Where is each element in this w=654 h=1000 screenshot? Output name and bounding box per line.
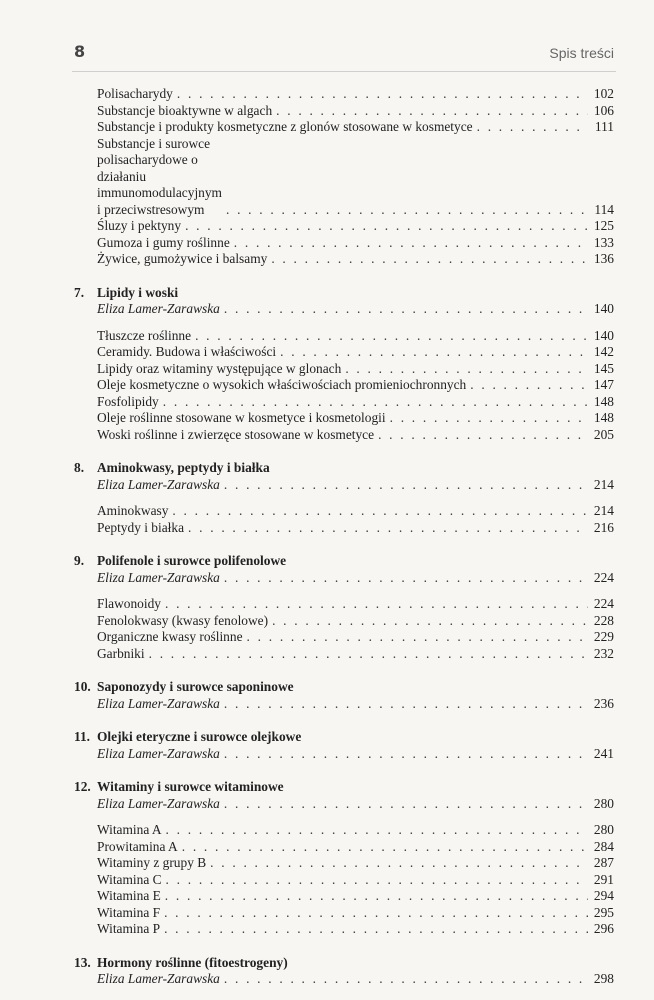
entry-title: Gumoza i gumy roślinne: [97, 234, 230, 250]
entry-page: 295: [593, 904, 614, 920]
entry-page: 102: [593, 86, 614, 101]
toc-entry: [74, 410, 614, 427]
entry-title: Śluzy i pektyny: [97, 218, 182, 233]
entry-title: Witamina P: [97, 921, 161, 936]
page-header: [0, 0, 654, 75]
chapter-title: Hormony roślinne (fitoestrogeny): [97, 954, 288, 970]
toc-entry: [74, 613, 614, 630]
entry-title: Peptydy i białka: [97, 519, 185, 535]
entry-title: Woski roślinne i zwierzęce stosowane w kosmetyce: [97, 426, 375, 442]
toc-entry: [74, 394, 614, 411]
chapter-title: Witaminy i surowce witaminowe: [97, 779, 284, 794]
entry-title: Tłuszcze roślinne: [97, 327, 192, 343]
entry-page: 136: [593, 251, 614, 266]
page-number: 8: [74, 42, 86, 61]
chapter-author-line: [74, 570, 614, 587]
chapter-number: 7.: [74, 284, 85, 300]
entry-title: Substancje bioaktywne w algach: [97, 102, 273, 118]
chapter-author: Eliza Lamer-Zarawska: [97, 695, 220, 711]
entry-page: 114: [594, 201, 614, 217]
chapter-page: 224: [593, 569, 614, 585]
chapter-11: [74, 729, 614, 762]
entry-page: 296: [593, 921, 614, 936]
chapter-heading: [74, 285, 614, 302]
entry-page: 148: [593, 393, 614, 409]
toc-entry: [74, 503, 614, 520]
toc-entry: [74, 377, 614, 394]
chapter-heading: [74, 955, 614, 972]
chapter-author-line: [74, 796, 614, 813]
toc-entry: [74, 86, 614, 103]
chapter-page: 140: [593, 301, 614, 316]
toc-entry: [74, 822, 614, 839]
chapter-title: Olejki eteryczne i surowce olejkowe: [97, 729, 302, 744]
entry-title: Witamina E: [97, 888, 161, 903]
entry-page: 205: [593, 426, 614, 442]
entry-title: Witamina A: [97, 822, 162, 837]
toc-entry: [74, 905, 614, 922]
entry-title: Garbniki: [97, 645, 145, 661]
entry-page: 214: [593, 503, 614, 518]
chapter-heading: [74, 460, 614, 477]
entry-title: Żywice, gumożywice i balsamy: [97, 251, 268, 266]
entry-page: 106: [593, 102, 614, 118]
entry-title-line1: Substancje i surowce polisacharydowe o działaniu immunomodulacyjnym: [97, 135, 222, 200]
toc-entry: [74, 646, 614, 663]
entry-title: Witaminy z grupy B: [97, 855, 207, 870]
table-of-contents: [74, 86, 614, 988]
toc-entry: [74, 119, 614, 136]
toc-entry: [74, 218, 614, 235]
entry-page: 142: [593, 344, 614, 359]
chapter-page: 298: [593, 971, 614, 986]
entry-page: 145: [593, 360, 614, 376]
entry-title: Fosfolipidy: [97, 393, 159, 409]
chapter-page: 241: [593, 745, 614, 761]
chapter-author: Eliza Lamer-Zarawska: [97, 795, 220, 811]
chapter-heading: [74, 553, 614, 570]
entry-page: 228: [593, 612, 614, 628]
toc-entry: [74, 136, 614, 219]
entry-page: 280: [593, 822, 614, 837]
toc-entry: [74, 328, 614, 345]
entry-page: 111: [594, 119, 614, 134]
toc-entry: [74, 235, 614, 252]
chapter-8: [74, 460, 614, 536]
chapter-author-line: [74, 971, 614, 988]
chapter-author-line: [74, 746, 614, 763]
entry-title: Flawonoidy: [97, 596, 161, 611]
toc-entry: [74, 921, 614, 938]
toc-entry: [74, 888, 614, 905]
entry-page: 133: [593, 234, 614, 250]
chapter-heading: [74, 679, 614, 696]
toc-entry: [74, 520, 614, 537]
entry-title: Ceramidy. Budowa i właściwości: [97, 344, 277, 359]
entry-title: Oleje kosmetyczne o wysokich właściwościach promieniochronnych: [97, 377, 467, 392]
chapter-title: Lipidy i woski: [97, 284, 179, 300]
chapter-number: 11.: [74, 729, 90, 744]
entry-title: Aminokwasy: [97, 503, 169, 518]
chapter-page: 280: [593, 795, 614, 811]
chapter-author: Eliza Lamer-Zarawska: [97, 971, 220, 986]
chapter-title: Aminokwasy, peptydy i białka: [97, 460, 270, 475]
entry-page: 229: [593, 629, 614, 644]
toc-entry: [74, 344, 614, 361]
chapter-number: 13.: [74, 954, 91, 970]
entry-title: Substancje i produkty kosmetyczne z glonów stosowane w kosmetyce: [97, 119, 473, 134]
toc-entry: [74, 361, 614, 378]
header-rule: [72, 71, 616, 72]
entry-title: Prowitamina A: [97, 838, 178, 854]
chapter-author-line: [74, 696, 614, 713]
toc-entry: [74, 872, 614, 889]
chapter-title: Polifenole i surowce polifenolowe: [97, 553, 287, 568]
toc-entry: [74, 427, 614, 444]
entry-title: Fenolokwasy (kwasy fenolowe): [97, 612, 269, 628]
toc-entry: [74, 596, 614, 613]
entry-page: 287: [593, 855, 614, 870]
entry-title: Witamina F: [97, 904, 161, 920]
entry-page: 216: [593, 519, 614, 535]
entry-title: Witamina C: [97, 871, 162, 887]
entry-title: Polisacharydy: [97, 86, 173, 101]
chapter-title: Saponozydy i surowce saponinowe: [97, 679, 294, 694]
entry-page: 291: [593, 871, 614, 887]
chapter-12: [74, 779, 614, 938]
entry-page: 232: [593, 645, 614, 661]
toc-entry: [74, 629, 614, 646]
chapter-9: [74, 553, 614, 662]
entry-page: 140: [593, 327, 614, 343]
chapter-author-line: [74, 301, 614, 318]
chapter-author: Eliza Lamer-Zarawska: [97, 301, 220, 316]
entry-page: 125: [593, 218, 614, 233]
toc-entry: [74, 855, 614, 872]
chapter-number: 10.: [74, 679, 91, 694]
chapter-number: 12.: [74, 779, 91, 794]
entry-title: Organiczne kwasy roślinne: [97, 629, 243, 644]
running-head: Spis treści: [549, 45, 614, 61]
entry-page: 147: [593, 377, 614, 392]
chapter-author: Eliza Lamer-Zarawska: [97, 745, 220, 761]
entry-title: Oleje roślinne stosowane w kosmetyce i kosmetologii: [97, 410, 386, 425]
chapter-author: Eliza Lamer-Zarawska: [97, 476, 220, 492]
entry-page: 148: [593, 410, 614, 425]
entry-title: i przeciwstresowym: [97, 201, 205, 217]
toc-entry: [74, 839, 614, 856]
entry-page: 284: [593, 838, 614, 854]
entry-page: 294: [593, 888, 614, 903]
chapter-13: [74, 955, 614, 988]
chapter-page: 214: [593, 476, 614, 492]
entry-title: Lipidy oraz witaminy występujące w glonach: [97, 360, 342, 376]
entry-page: 224: [593, 596, 614, 611]
chapter-heading: [74, 779, 614, 796]
chapter-number: 9.: [74, 553, 85, 568]
chapter-page: 236: [593, 695, 614, 711]
chapter-heading: [74, 729, 614, 746]
toc-entry: [74, 251, 614, 268]
chapter-author-line: [74, 477, 614, 494]
chapter-7: [74, 285, 614, 444]
chapter-10: [74, 679, 614, 712]
toc-entry: [74, 103, 614, 120]
chapter-number: 8.: [74, 460, 85, 475]
chapter-author: Eliza Lamer-Zarawska: [97, 569, 220, 585]
